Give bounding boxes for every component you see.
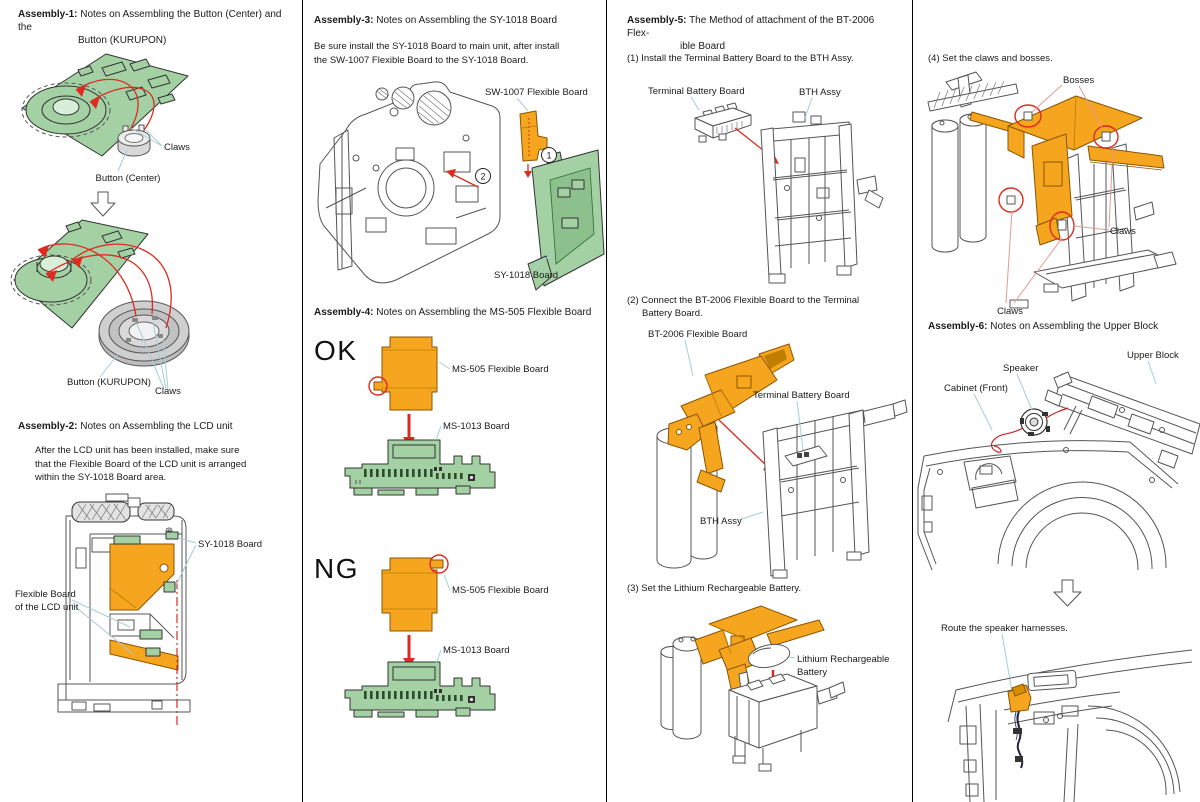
down-arrow-icon — [91, 192, 115, 216]
ms1013-board — [345, 662, 495, 717]
sy1018-label: SY-1018 Board — [494, 270, 559, 281]
flexible-board-label2: of the LCD unit — [15, 602, 79, 613]
figure-assembly5-step3 — [611, 596, 911, 802]
terminal-battery-board-label: Terminal Battery Board — [648, 86, 745, 97]
column-divider-2 — [606, 0, 607, 802]
sw1007-label: SW-1007 Flexible Board — [485, 87, 588, 98]
figure-assembly6-upper-block — [916, 338, 1200, 578]
assembly1-heading — [18, 8, 296, 47]
upper-block — [1045, 372, 1200, 468]
step-1-number: 1 — [546, 150, 552, 161]
assembly6-label: Assembly-6: — [928, 321, 988, 332]
assembly3-body: Be sure install the SY-1018 Board to main unit, after install the SW-1007 Flexible Board to the SY-1018 Board. — [314, 41, 560, 66]
speaker-harness — [1008, 684, 1031, 768]
assembly5-step3: (3) Set the Lithium Rechargeable Battery. — [627, 583, 802, 594]
assembly5-step2: (2) Connect the BT-2006 Flexible Board to the Terminal Battery Board. — [627, 295, 860, 319]
assembly3-title: Notes on Assembling the SY-1018 Board — [376, 15, 558, 26]
assembly5-title-line2: ible Board — [680, 41, 726, 52]
camera-bottom — [58, 684, 190, 712]
speaker-label: Speaker — [1003, 363, 1039, 374]
ms505-label: MS-505 Flexible Board — [452, 364, 549, 375]
terminal-battery-board — [695, 103, 751, 142]
figure-assembly4-ok — [306, 322, 606, 512]
lithium-battery-label: Lithium Rechargeable — [797, 654, 890, 665]
assembly2-body: After the LCD unit has been installed, make sure that the Flexible Board of the LCD unit is arranged within the SY-1018 Board area. — [35, 445, 247, 483]
claws-label-bottom: Claws — [997, 306, 1023, 317]
assembly5-label: Assembly-5: — [627, 15, 687, 26]
ms1013-label: MS-1013 Board — [443, 421, 510, 432]
assembly2-heading — [18, 420, 296, 433]
sy1018-board-label: SY-1018 Board — [198, 539, 263, 550]
speaker — [1020, 409, 1050, 436]
cabinet-front-label: Cabinet (Front) — [944, 383, 1008, 394]
assembly1-label: Assembly-1: — [18, 9, 78, 20]
camera-main-unit — [318, 82, 500, 283]
button-kurupon-part — [99, 301, 189, 366]
assembly5-heading — [627, 14, 899, 53]
ms1013-board — [345, 440, 495, 495]
button-kurupon-label: Button (KURUPON) — [67, 377, 151, 388]
assembly4-title: Notes on Assembling the MS-505 Flexible Board — [376, 307, 592, 318]
ms1013-label: MS-1013 Board — [443, 645, 510, 656]
ms505-label: MS-505 Flexible Board — [452, 585, 549, 596]
ok-label: OK — [314, 335, 358, 366]
bth-assy-label: BTH Assy — [700, 516, 742, 527]
assembly4-label: Assembly-4: — [314, 307, 374, 318]
bt2006-label: BT-2006 Flexible Board — [648, 329, 748, 340]
claws-label-right: Claws — [1110, 226, 1136, 237]
ms505-flexible-board — [382, 555, 448, 631]
column-divider-1 — [302, 0, 303, 802]
step-2-number: 2 — [480, 171, 486, 182]
ng-label: NG — [314, 553, 359, 584]
down-arrow-icon — [1054, 580, 1081, 606]
figure-assembly6-route — [916, 578, 1200, 802]
figure-assembly1-button-center — [6, 50, 298, 188]
bth-assy — [763, 400, 907, 578]
assembly6-heading — [928, 320, 1193, 333]
figure-assembly5-step2 — [611, 320, 911, 582]
assembly4-heading — [314, 306, 599, 319]
bth-assy — [761, 112, 883, 283]
figure-assembly5-step4 — [916, 68, 1200, 320]
figure-assembly5-step1 — [611, 68, 911, 290]
camera-corner-line-art — [948, 650, 1192, 802]
figure-assembly2-lcd — [6, 488, 298, 738]
step-arrow-1 — [524, 164, 532, 178]
claws-label: Claws — [164, 142, 190, 153]
assembly6-title: Notes on Assembling the Upper Block — [990, 321, 1159, 332]
cabinet-front — [918, 441, 1178, 570]
lithium-battery-label2: Battery — [797, 667, 828, 678]
figure-assembly1-button-kurupon — [6, 188, 298, 410]
upper-block-label: Upper Block — [1127, 350, 1179, 361]
figure-assembly3-sy1018 — [306, 68, 606, 304]
figure-assembly4-ng — [306, 540, 606, 802]
assembly2-label: Assembly-2: — [18, 421, 78, 432]
assembly5-step4: (4) Set the claws and bosses. — [928, 53, 1053, 64]
battery-holder — [729, 672, 845, 771]
column-divider-3 — [912, 0, 913, 802]
assembly2-title: Notes on Assembling the LCD unit — [80, 421, 233, 432]
assembly5-step1: (1) Install the Terminal Battery Board to the BTH Assy. — [627, 53, 854, 64]
route-harness-text: Route the speaker harnesses. — [941, 623, 1068, 634]
claws-label: Claws — [155, 386, 181, 397]
assembly5-title: The Method of attachment of the BT-2006 Flex- — [627, 15, 875, 39]
assembly3-label: Assembly-3: — [314, 15, 374, 26]
sy1018-board — [528, 150, 604, 290]
bosses-label: Bosses — [1063, 75, 1095, 86]
bt2006-flexible-board — [970, 96, 1164, 245]
assembly1-title: Notes on Assembling the Button (Center) and the — [18, 9, 282, 33]
battery-cylinders — [661, 637, 701, 739]
ms505-flexible-board — [369, 337, 437, 410]
terminal-battery-board-label: Terminal Battery Board — [753, 390, 850, 401]
bth-assy-label: BTH Assy — [799, 87, 841, 98]
assembly1-title-line2: Button (KURUPON) — [78, 35, 167, 46]
flexible-board-label: Flexible Board — [15, 589, 76, 600]
assembly3-heading — [314, 14, 599, 27]
button-center-label: Button (Center) — [95, 173, 161, 184]
